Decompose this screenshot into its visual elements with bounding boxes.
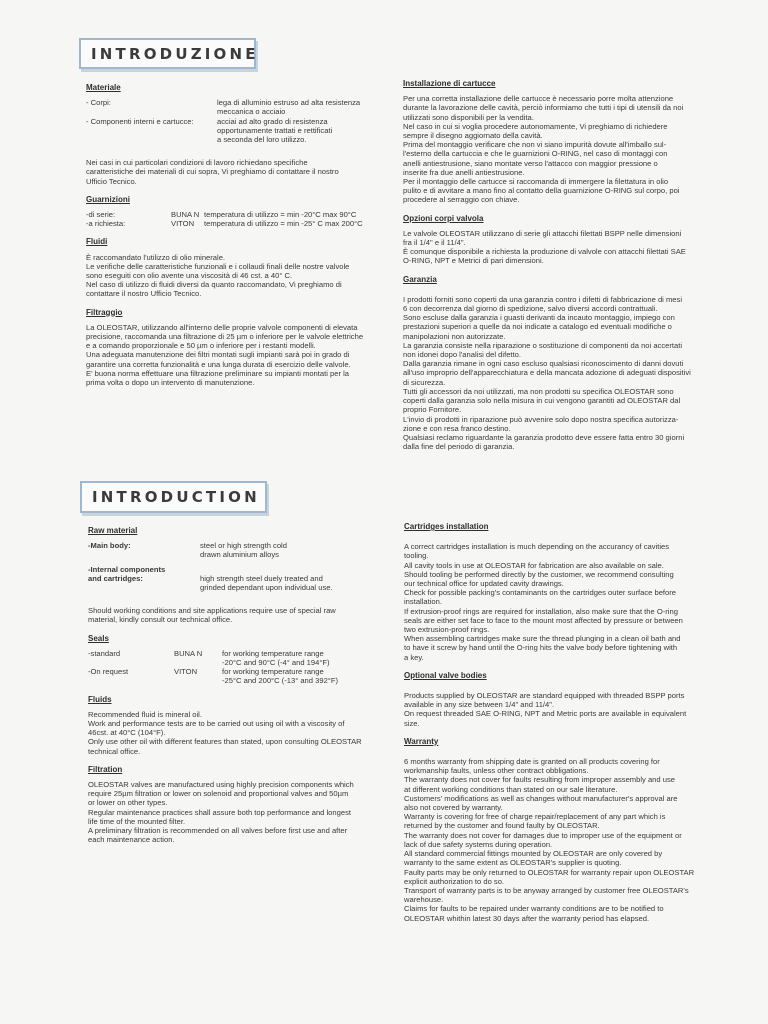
en-cartridges-line: our technical office for updated cavity drawings.	[404, 579, 564, 589]
it-fluidi-heading: Fluidi	[86, 237, 108, 247]
en-fluids-line: Only use other oil with different features than stated, upon consulting OLEOSTAR	[88, 737, 362, 747]
it-filtraggio-line: E' buona norma effettuare una filtrazione preliminare su impianti montati per la	[86, 368, 350, 378]
en-seals-material: BUNA N	[174, 648, 203, 658]
en-cartridges-line: If extrusion-proof rings are required for installation, also make sure that the O-ring	[404, 606, 678, 616]
it-materiale-val: a seconda del loro utilizzo.	[217, 135, 307, 145]
en-right-column	[404, 522, 714, 923]
en-filtration-line: A preliminary filtration is recommended on all valves before first use and after	[88, 826, 348, 836]
en-cartridges-line: When assembling cartridges make sure the thread plunging in a clean oil bath and	[404, 634, 681, 644]
en-seals-material: VITON	[174, 667, 198, 677]
en-warranty-line: lack of due safety systems during operation.	[404, 839, 553, 849]
it-garanzia-line: di sicurezza.	[403, 377, 446, 387]
it-materiale-note: Nei casi in cui particolari condizioni di lavoro richiedano specifiche	[86, 158, 308, 168]
en-filtration-line: or lower on other types.	[88, 798, 168, 808]
en-warranty-line: Claims for faults to be repaired under warranty conditions are to be notified to	[404, 904, 664, 914]
it-materiale-row	[86, 117, 391, 145]
en-raw-key: -Main body:	[88, 541, 131, 551]
en-filtration-line: OLEOSTAR valves are manufactured using highly precision components which	[88, 780, 354, 790]
en-filtration-line: each maintenance action.	[88, 835, 175, 845]
it-opzioni-line: fra il 1/4" e il 11/4".	[403, 238, 466, 248]
it-garanzia-line: non idonei dopo l'analisi del difetto.	[403, 350, 521, 360]
en-warranty-line: The warranty does not cover for faults resulting from improper assembly and use	[404, 775, 675, 785]
it-fluidi-line: contattare il nostro Ufficio Tecnico.	[86, 289, 202, 299]
en-seals-val: -20°C and 90°C (-4° and 194°F)	[222, 658, 330, 668]
it-cartucce-line: inserite fra due anelli antiestrusione.	[403, 167, 525, 177]
en-raw-val: high strength steel duely treated and	[200, 573, 323, 583]
it-materiale-val: meccanica o acciaio	[217, 107, 286, 117]
it-materiale-val: lega di alluminio estruso ad alta resistenza	[217, 98, 361, 108]
it-guarnizioni-material: VITON	[171, 219, 195, 229]
it-materiale-note: caratteristiche dei materiali di cui sopra, Vi preghiamo di contattare il nostro	[86, 167, 339, 177]
it-garanzia-line: Dalla garanzia rimane in ogni caso escluso qualsiasi riconoscimento di danni dovuti	[403, 359, 684, 369]
en-seals-key: -On request	[88, 667, 129, 677]
en-raw-key: and cartridges:	[88, 573, 143, 583]
it-guarnizioni-row	[86, 210, 391, 219]
en-fluids-heading: Fluids	[88, 694, 112, 704]
it-materiale-row	[86, 98, 391, 116]
it-cartucce-line: Per il montaggio delle cartucce si raccomanda di immergere la filettatura in olio	[403, 177, 669, 187]
it-right-column	[403, 79, 713, 451]
en-cartridges-line: Check for possible packing's contaminants on the cartridges outer surface before	[404, 588, 677, 598]
en-raw-row	[88, 541, 388, 559]
it-guarnizioni-row	[86, 219, 391, 228]
it-cartucce-line: anelli antiestrusione, siano montate verso l'attacco con maggior pressione o	[403, 158, 658, 168]
en-seals-key: -standard	[88, 648, 121, 658]
en-raw-note: material, kindly consult our technical office.	[88, 615, 233, 625]
en-warranty-line: Customers' modifications as well as changes without manufacturer's approval are	[404, 793, 678, 803]
en-cartridges-line: tooling.	[404, 551, 429, 561]
it-page-title: INTRODUZIONE	[91, 44, 259, 63]
it-materiale-note: Ufficio Tecnico.	[86, 176, 137, 186]
it-guarnizioni-material: BUNA N	[171, 210, 200, 220]
it-garanzia-line: zione e con resa franco destino.	[403, 423, 511, 433]
it-fluidi-line: Nel caso di utilizzo di fluidi diversi da quanto raccomandato, Vi preghiamo di	[86, 280, 342, 290]
it-cartucce-line: procedere al serraggio con chiave.	[403, 195, 520, 205]
en-optional-heading: Optional valve bodies	[404, 670, 487, 680]
it-title-box	[79, 38, 259, 69]
en-seals-val: -25°C and 200°C (-13° and 392°F)	[222, 676, 338, 686]
it-cartucce-heading: Installazione di cartucce	[403, 79, 496, 88]
it-garanzia-heading: Garanzia	[403, 274, 437, 284]
it-garanzia-line: La garanzia consiste nella riparazione o sostituzione di componenti da noi accertati	[403, 340, 683, 350]
it-cartucce-line: durante la lavorazione delle cavità, perciò informiamo che tutti i tipi di utensili da noi	[403, 103, 684, 113]
it-garanzia-line: prestazioni superiori a quelle da noi indicate a catalogo ed eventuali modifiche o	[403, 322, 672, 332]
en-seals-row	[88, 667, 388, 685]
it-guarnizioni-temp: temperatura di utilizzo = min -20°C max 90°C	[204, 210, 357, 220]
en-fluids-line: Recommended fluid is mineral oil.	[88, 709, 202, 719]
it-cartucce-line: sempre il disegno aggiornato della cavità.	[403, 131, 543, 141]
it-garanzia-line: all'uso improprio dell'apparecchiatura e della mancata adozione di adeguati dispositivi	[403, 368, 691, 378]
it-guarnizioni-heading: Guarnizioni	[86, 194, 130, 204]
en-optional-line: size.	[404, 718, 420, 728]
it-guarnizioni-key: -di serie:	[86, 210, 116, 220]
it-opzioni-heading: Opzioni corpi valvola	[403, 213, 484, 223]
en-optional-line: On request threaded SAE O-RING, NPT and Metric ports are available in equivalent	[404, 709, 687, 719]
it-materiale-heading: Materiale	[86, 83, 121, 92]
en-filtration-line: life time of the mounted filter.	[88, 816, 186, 826]
en-warranty-line: Warranty is covering for free of charge repair/replacement of any part which is	[404, 812, 666, 822]
en-page-title: INTRODUCTION	[92, 488, 260, 506]
it-garanzia-line: I prodotti forniti sono coperti da una garanzia contro i difetti di fabbricazione di mesi	[403, 294, 683, 304]
it-filtraggio-line: prima volta o dopo un intervento di manutenzione.	[86, 378, 255, 388]
en-filtration-line: require 25µm filtration or lower on solenoid and proportional valves and 50µm	[88, 789, 349, 799]
en-raw-val: drawn aluminium alloys	[200, 550, 279, 560]
en-warranty-line: warranty to the same extent as OLEOSTAR's supplier is quoting.	[404, 858, 622, 868]
it-filtraggio-line: precisione, raccomanda una filtrazione di 25 µm o inferiore per le valvole elettriche	[86, 332, 364, 342]
it-filtraggio-line: e a comando proporzionale e 50 µm o inferiore per i restanti modelli.	[86, 341, 316, 351]
en-raw-val: grinded dependant upon individual use.	[200, 583, 333, 593]
en-raw-key: -Internal components	[88, 564, 166, 574]
en-raw-val	[200, 565, 388, 574]
en-warranty-line: explicit authorization to do so.	[404, 876, 505, 886]
en-warranty-line: workmanship faults, unless other contract obbligations.	[404, 766, 589, 776]
it-cartucce-line: l'esterno della cartuccia e che le guarnizioni O-RING, nel caso di montaggi con	[403, 149, 668, 159]
it-filtraggio-line: garantire una corretta funzionalità e una lunga durata di esercizio delle valvole.	[86, 359, 351, 369]
en-fluids-line: technical office.	[88, 746, 141, 756]
en-warranty-line: Transport of warranty parts is to be anyway arranged by customer free OLEOSTAR's	[404, 885, 689, 895]
en-filtration-heading: Filtration	[88, 764, 123, 774]
it-materiale-val: opportunamente trattati e rettificati	[217, 125, 333, 135]
en-fluids-line: 46cst. at 40°C (104°F).	[88, 728, 166, 738]
it-garanzia-line: coperti dalla garanzia solo nella misura in cui vengono garantiti ad OLEOSTAR dal	[403, 396, 681, 406]
it-filtraggio-heading: Filtraggio	[86, 307, 123, 317]
en-optional-line: Products supplied by OLEOSTAR are standard equipped with threaded BSPP ports	[404, 691, 685, 701]
it-fluidi-line: Le verifiche delle caratteristiche funzionali e i collaudi finali delle nostre valvole	[86, 261, 350, 271]
it-garanzia-line: Sono escluse dalla garanzia i guasti derivanti da incauto montaggio, impiego con	[403, 313, 675, 323]
it-opzioni-line: È comunque disponibile a richiesta la produzione di valvole con attacchi filettati SAE	[403, 247, 686, 257]
en-warranty-line: returned by the customer and found faulty by OLEOSTAR.	[404, 821, 600, 831]
it-left-column	[86, 83, 391, 387]
en-cartridges-line: A correct cartridges installation is much depending on the accurancy of cavities	[404, 542, 670, 552]
it-opzioni-line: Le valvole OLEOSTAR utilizzano di serie gli attacchi filettati BSPP nelle dimensioni	[403, 228, 682, 238]
it-fluidi-line: sono eseguiti con olio avente una viscosità di 46 cst. a 40° C.	[86, 271, 293, 281]
it-garanzia-line: L'invio di prodotti in riparazione può avvenire solo dopo nostra specifica autorizza-	[403, 414, 679, 424]
it-materiale-val: acciai ad alto grado di resistenza	[217, 116, 328, 126]
en-warranty-line: All standard commercial fittings mounted by OLEOSTAR are only covered by	[404, 849, 663, 859]
it-garanzia-line: 6 con decorrenza dal giorno di spedizione, salvo diversi accordi contrattuali.	[403, 304, 658, 314]
it-cartucce-line: pulito e di avvitare a mano fino al contatto della guarnizione O-RING sul corpo, poi	[403, 186, 680, 196]
it-guarnizioni-temp: temperatura di utilizzo = min -25° C max 200°C	[204, 219, 363, 229]
it-garanzia-line: Tutti gli accessori da noi utilizzati, ma non prodotti su specifica OLEOSTAR sono	[403, 386, 674, 396]
en-seals-row	[88, 649, 388, 667]
en-title-box	[80, 481, 267, 513]
en-seals-val: for working temperature range	[222, 667, 324, 677]
it-cartucce-line: Per una corretta installazione delle cartucce è necessario porre molta attenzione	[403, 94, 674, 104]
it-materiale-key: - Corpi:	[86, 98, 111, 108]
en-cartridges-line: All cavity tools in use at OLEOSTAR for fabrication are also available on sale.	[404, 560, 664, 570]
en-raw-heading: Raw material	[88, 526, 138, 535]
en-warranty-line: Faulty parts may be only returned to OLEOSTAR for warranty repair upon OLEOSTAR	[404, 867, 695, 877]
en-warranty-line: The warranty does not cover for damages due to improper use of the equipment or	[404, 830, 682, 840]
en-warranty-line: warehouse.	[404, 895, 444, 905]
it-garanzia-line: proprio Fornitore.	[403, 405, 462, 415]
en-cartridges-line: seals are either set face to face to the mount most affected by pressure or between	[404, 615, 683, 625]
en-cartridges-line: two extrusion-proof rings.	[404, 625, 490, 635]
it-filtraggio-line: Una adeguata manutenzione dei filtri montati sugli impianti sarà poi in grado di	[86, 350, 350, 360]
en-seals-heading: Seals	[88, 633, 109, 643]
en-fluids-line: Work and performance tests are to be carried out using oil with a viscosity of	[88, 719, 345, 729]
it-garanzia-line: Qualsiasi reclamo riguardante la garanzia prodotto deve essere fatta entro 30 giorni	[403, 432, 685, 442]
it-cartucce-line: utilizzati sono disponibili per la vendita.	[403, 112, 534, 122]
it-filtraggio-line: La OLEOSTAR, utilizzando all'interno delle proprie valvole componenti di elevata	[86, 322, 358, 332]
en-cartridges-line: installation.	[404, 597, 442, 607]
it-cartucce-line: Nel caso in cui si voglia procedere autonomamente, Vi preghiamo di richiedere	[403, 121, 668, 131]
en-raw-row	[88, 565, 388, 593]
en-raw-val: steel or high strength cold	[200, 541, 287, 551]
it-guarnizioni-key: -a richiesta:	[86, 219, 126, 229]
en-warranty-line: also not covered by warranty.	[404, 803, 503, 813]
en-raw-note: Should working conditions and site applications require use of special raw	[88, 606, 336, 616]
en-cartridges-line: Should tooling be performed directly by the customer, we recommend consulting	[404, 569, 674, 579]
en-seals-val: for working temperature range	[222, 648, 324, 658]
it-materiale-key: - Componenti interni e cartucce:	[86, 116, 194, 126]
en-warranty-line: OLEOSTAR whithin latest 30 days after the warranty period has elapsed.	[404, 913, 650, 923]
en-cartridges-heading: Cartridges installation	[404, 522, 489, 531]
en-optional-line: available in any size between 1/4" and 11/4".	[404, 700, 555, 710]
it-garanzia-line: manipolazioni non autorizzate.	[403, 331, 506, 341]
en-warranty-line: at different working conditions than stated on our sale literature.	[404, 784, 618, 794]
en-warranty-line: 6 months warranty from shipping date is granted on all products covering for	[404, 757, 660, 767]
en-cartridges-line: to have it screw by hand until the O-ring hits the valve body before tightening with	[404, 643, 678, 653]
it-fluidi-line: È raccomandato l'utilizzo di olio minerale.	[86, 252, 226, 262]
it-opzioni-line: O-RING, NPT e Metrici di pari dimensioni.	[403, 256, 544, 266]
en-warranty-heading: Warranty	[404, 736, 439, 746]
en-left-column	[88, 526, 388, 844]
en-cartridges-line: a key.	[404, 652, 424, 662]
it-cartucce-line: Prima del montaggio verificare che non vi siano impurità dovute all'imballo sul-	[403, 140, 667, 150]
it-garanzia-line: dalla fine del periodo di garanzia.	[403, 442, 515, 452]
en-filtration-line: Regular maintenance practices shall assure both top performance and longest	[88, 807, 351, 817]
